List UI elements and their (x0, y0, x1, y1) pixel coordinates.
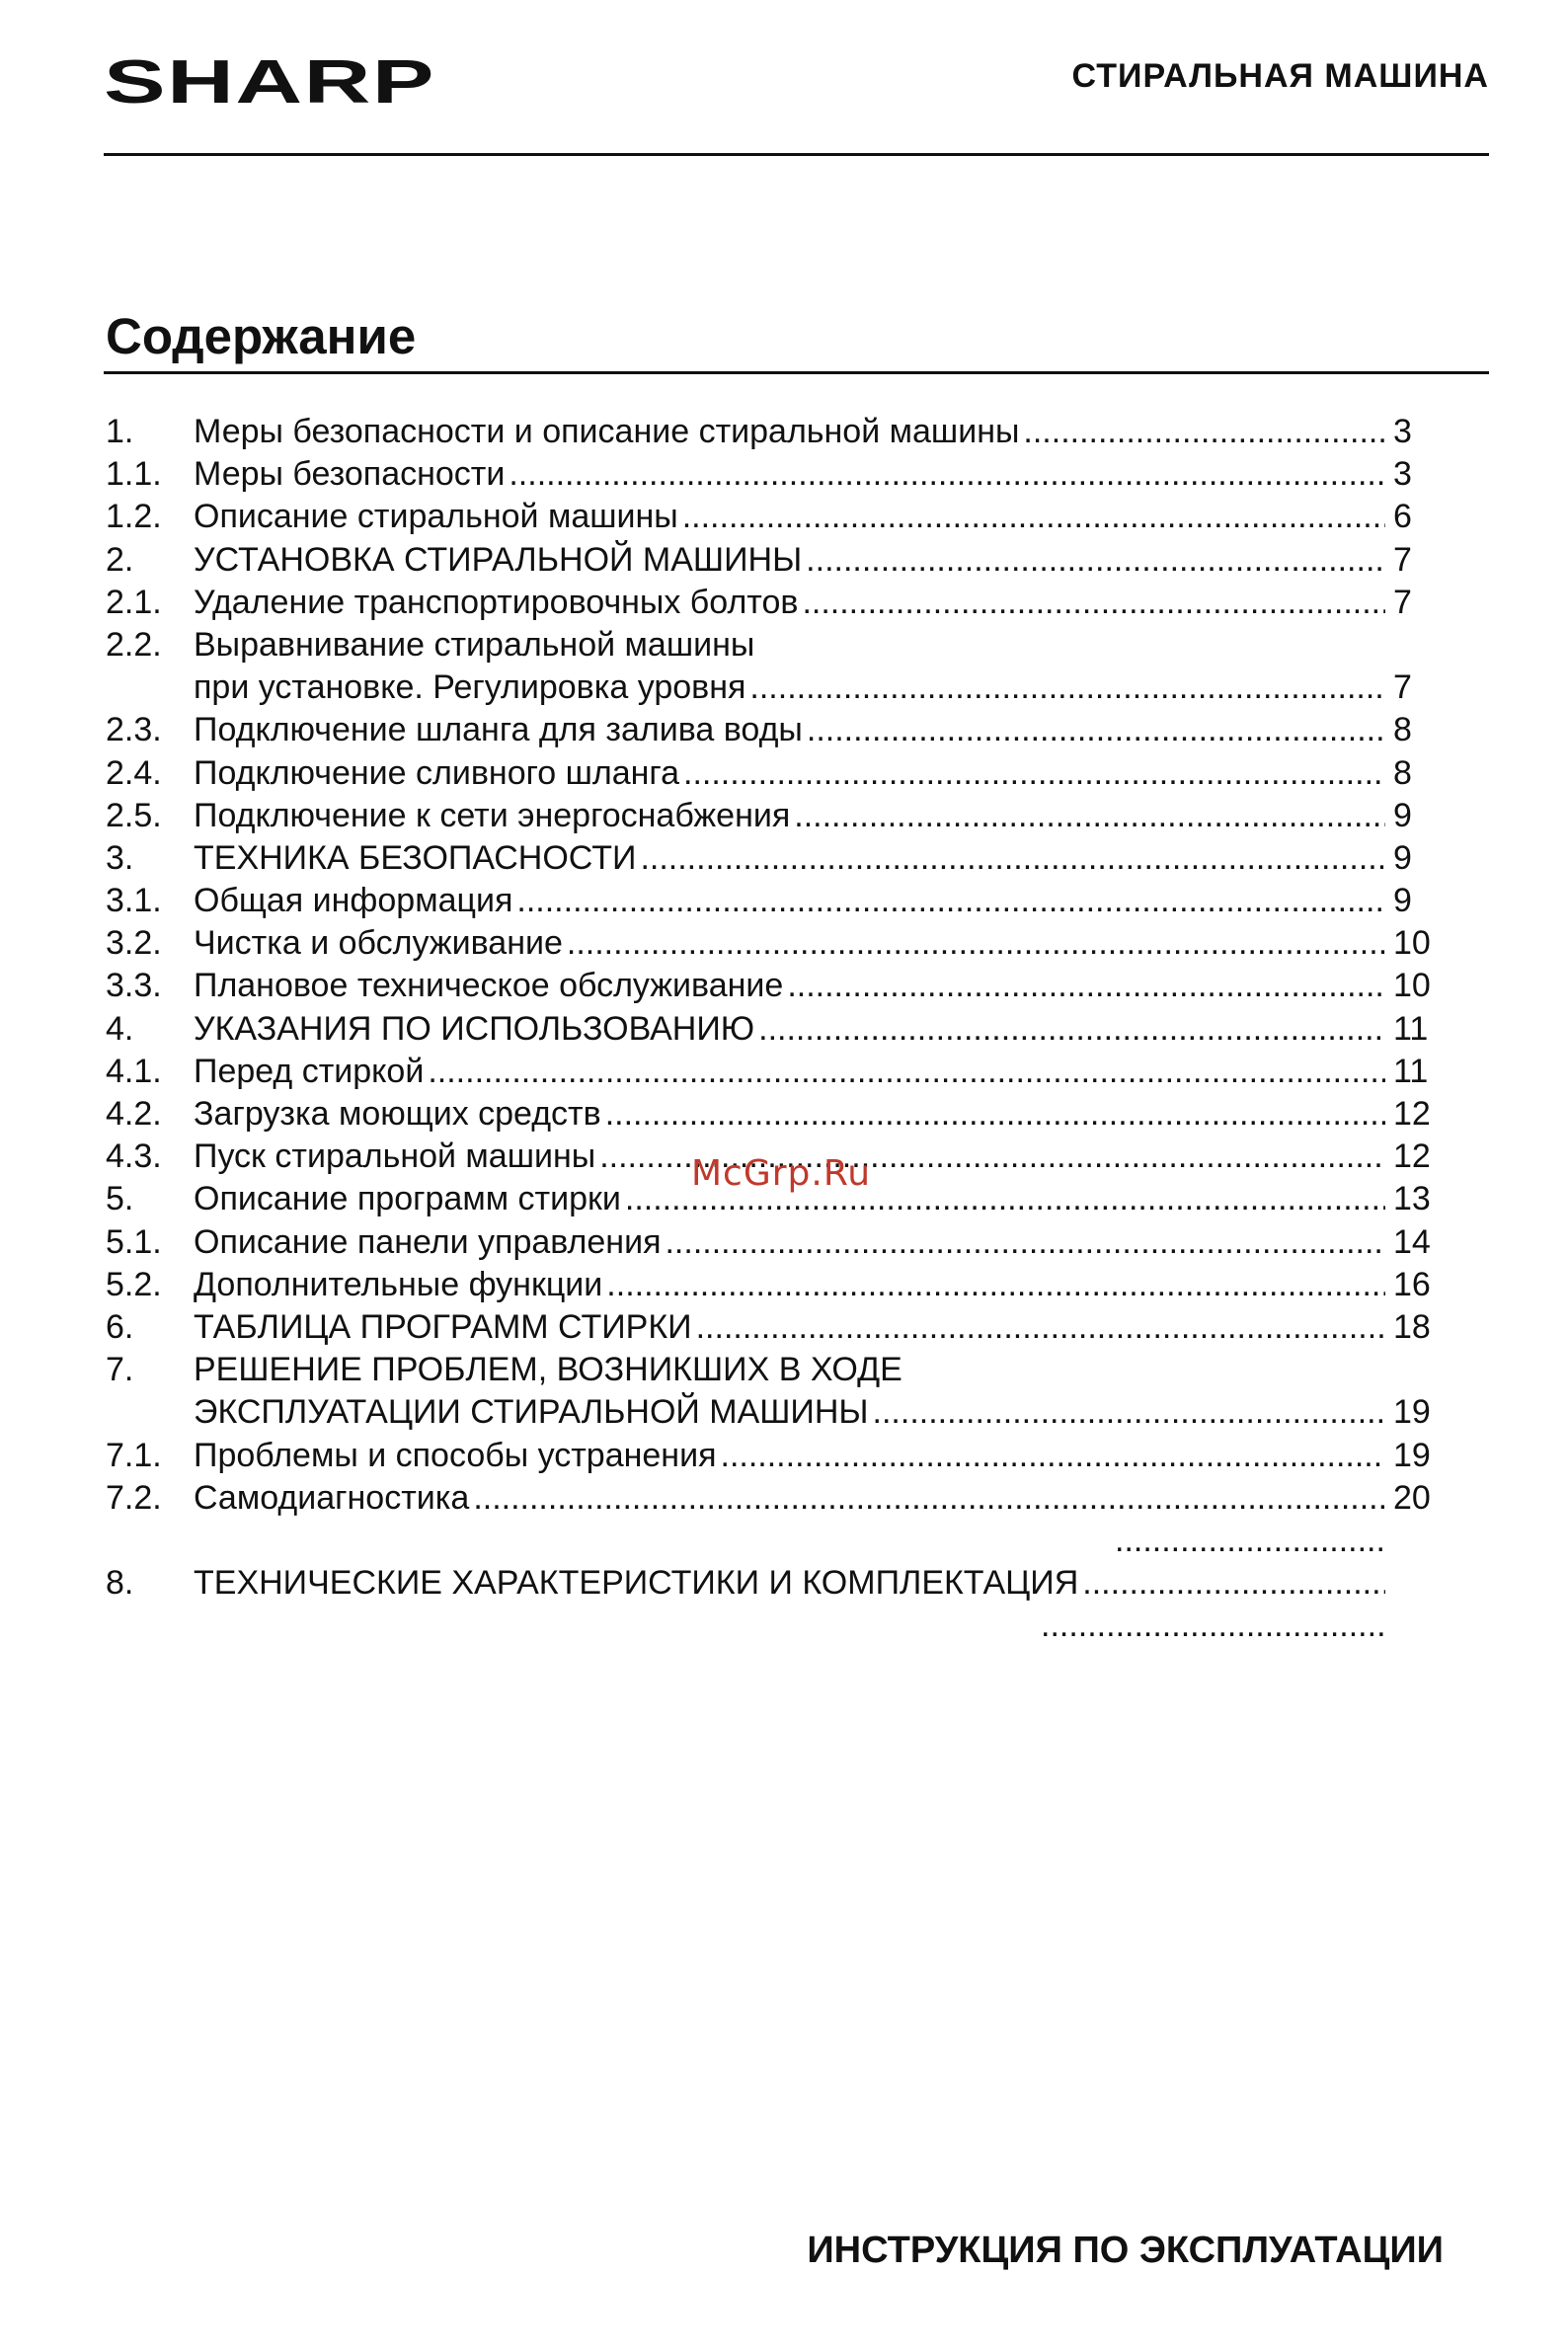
toc-number: 2.1. (106, 583, 162, 621)
toc-page-number: 18 (1393, 1307, 1431, 1346)
table-of-contents (106, 411, 1449, 1647)
toc-dot-leader (473, 1477, 1385, 1520)
toc-row (106, 1221, 1449, 1264)
toc-page-number: 7 (1393, 540, 1412, 579)
toc-dot-leader (1115, 1520, 1385, 1562)
product-name: СТИРАЛЬНАЯ МАШИНА (1071, 57, 1489, 95)
toc-entry-text: ТЕХНИКА БЕЗОПАСНОСТИ (194, 838, 637, 877)
toc-entry-text: Выравнивание стиральной машины (194, 625, 755, 664)
toc-dot-leader (749, 666, 1385, 709)
toc-page-number: 3 (1393, 455, 1412, 494)
toc-page-number: 19 (1393, 1393, 1431, 1432)
toc-row (106, 709, 1449, 751)
toc-entry-text: РЕШЕНИЕ ПРОБЛЕМ, ВОЗНИКШИХ В ХОДЕ (194, 1351, 902, 1389)
toc-entry-text: Описание программ стирки (194, 1180, 621, 1218)
toc-dot-leader (807, 709, 1385, 751)
toc-dot-leader (696, 1306, 1385, 1349)
toc-entry-text: Общая информация (194, 882, 513, 920)
toc-row (106, 496, 1449, 538)
toc-entry-text: Дополнительные функции (194, 1265, 603, 1303)
toc-number: 7.1. (106, 1436, 162, 1474)
toc-page-number: 9 (1393, 796, 1412, 834)
toc-page-number: 8 (1393, 711, 1412, 749)
toc-page-number: 11 (1393, 1009, 1429, 1048)
toc-entry-text: Пуск стиральной машины (194, 1137, 596, 1176)
toc-dot-leader (683, 752, 1385, 795)
toc-entry-text: УКАЗАНИЯ ПО ИСПОЛЬЗОВАНИЮ (194, 1009, 755, 1048)
toc-dot-leader (516, 880, 1385, 922)
toc-row (106, 752, 1449, 795)
toc-dot-leader (606, 1264, 1385, 1306)
toc-dot-leader (787, 965, 1385, 1007)
toc-number: 3. (106, 838, 134, 877)
toc-entry-text: ЭКСПЛУАТАЦИИ СТИРАЛЬНОЙ МАШИНЫ (194, 1393, 869, 1432)
toc-row (106, 666, 1449, 709)
toc-row (106, 582, 1449, 624)
toc-row (106, 1520, 1449, 1562)
toc-row (106, 1562, 1449, 1605)
title-divider (104, 371, 1489, 374)
toc-entry-text: Меры безопасности (194, 455, 506, 494)
toc-entry-text: Проблемы и способы устранения (194, 1436, 717, 1474)
toc-dot-leader (605, 1093, 1385, 1136)
toc-number: 4. (106, 1009, 134, 1048)
toc-page-number: 9 (1393, 882, 1412, 920)
toc-number: 4.3. (106, 1137, 162, 1176)
toc-number: 3.1. (106, 882, 162, 920)
toc-page-number: 20 (1393, 1478, 1431, 1517)
toc-page-number: 16 (1393, 1265, 1431, 1303)
toc-row (106, 965, 1449, 1007)
toc-page-number: 7 (1393, 583, 1412, 621)
toc-entry-text: Меры безопасности и описание стиральной машины (194, 413, 1020, 450)
toc-dot-leader (640, 837, 1385, 880)
toc-row (106, 539, 1449, 582)
svg-text:SHARP: SHARP (104, 53, 435, 111)
toc-dot-leader (1023, 411, 1385, 453)
toc-number: 8. (106, 1564, 134, 1603)
toc-entry-text: Плановое техническое обслуживание (194, 967, 784, 1005)
toc-dot-leader (509, 453, 1385, 496)
toc-entry-text: Подключение шланга для залива воды (194, 711, 803, 749)
toc-dot-leader (873, 1391, 1385, 1434)
toc-number: 5. (106, 1180, 134, 1218)
toc-dot-leader (1082, 1562, 1385, 1605)
toc-dot-leader (428, 1051, 1385, 1093)
toc-entry-text: ТЕХНИЧЕСКИЕ ХАРАКТЕРИСТИКИ И КОМПЛЕКТАЦИЯ (194, 1564, 1079, 1603)
toc-number: 2. (106, 540, 134, 579)
toc-number: 2.5. (106, 796, 162, 834)
toc-page-number: 19 (1393, 1436, 1431, 1474)
toc-row (106, 1264, 1449, 1306)
toc-row (106, 1051, 1449, 1093)
toc-entry-text: Подключение к сети энергоснабжения (194, 796, 791, 834)
toc-page-number: 9 (1393, 838, 1412, 877)
toc-entry-text: Загрузка моющих средств (194, 1095, 601, 1133)
toc-page-number: 12 (1393, 1095, 1431, 1133)
toc-dot-leader (758, 1008, 1385, 1051)
toc-row (106, 1349, 1449, 1391)
toc-dot-leader (802, 582, 1385, 624)
toc-entry-text: при установке. Регулировка уровня (194, 668, 746, 707)
sharp-logo (104, 53, 437, 111)
toc-dot-leader (794, 795, 1385, 837)
toc-number: 3.2. (106, 924, 162, 963)
toc-dot-leader (682, 496, 1385, 538)
toc-number: 5.1. (106, 1222, 162, 1261)
toc-page-number: 6 (1393, 498, 1412, 536)
toc-number: 7.2. (106, 1478, 162, 1517)
toc-page-number: 10 (1393, 967, 1431, 1005)
toc-number: 1.1. (106, 455, 162, 494)
toc-row (106, 837, 1449, 880)
toc-number: 2.2. (106, 625, 162, 664)
toc-entry-text: Подключение сливного шланга (194, 753, 679, 792)
toc-row (106, 411, 1449, 453)
toc-row (106, 1391, 1449, 1434)
toc-number: 4.2. (106, 1095, 162, 1133)
toc-row (106, 880, 1449, 922)
toc-entry-text: Удаление транспортировочных болтов (194, 583, 799, 621)
toc-number: 4.1. (106, 1052, 162, 1090)
footer-title: ИНСТРУКЦИЯ ПО ЭКСПЛУАТАЦИИ (807, 2230, 1444, 2271)
toc-dot-leader (806, 539, 1385, 582)
toc-page-number: 11 (1393, 1052, 1429, 1090)
toc-dot-leader (665, 1221, 1385, 1264)
toc-number: 5.2. (106, 1265, 162, 1303)
toc-row (106, 1008, 1449, 1051)
toc-dot-leader (721, 1435, 1386, 1477)
toc-row (106, 1435, 1449, 1477)
toc-page-number: 7 (1393, 668, 1412, 707)
toc-entry-text: Описание панели управления (194, 1222, 662, 1261)
toc-row (106, 1306, 1449, 1349)
toc-entry-text: УСТАНОВКА СТИРАЛЬНОЙ МАШИНЫ (194, 540, 803, 579)
toc-row (106, 624, 1449, 666)
toc-entry-text: Описание стиральной машины (194, 498, 678, 536)
toc-row (106, 1605, 1449, 1647)
toc-row (106, 795, 1449, 837)
toc-dot-leader (1041, 1605, 1385, 1647)
toc-number: 2.3. (106, 711, 162, 749)
toc-row (106, 922, 1449, 965)
toc-entry-text: Чистка и обслуживание (194, 924, 563, 963)
toc-page-number: 8 (1393, 753, 1412, 792)
toc-number: 3.3. (106, 967, 162, 1005)
watermark: McGrp.Ru (691, 1153, 872, 1194)
toc-number: 1. (106, 413, 134, 450)
toc-row (106, 1093, 1449, 1136)
toc-row (106, 1477, 1449, 1520)
toc-number: 1.2. (106, 498, 162, 536)
toc-row (106, 453, 1449, 496)
toc-page-number: 3 (1393, 413, 1412, 450)
toc-entry-text: Перед стиркой (194, 1052, 425, 1090)
toc-number: 7. (106, 1351, 134, 1389)
toc-dot-leader (567, 922, 1385, 965)
toc-page-number: 14 (1393, 1222, 1431, 1261)
toc-title: Содержание (106, 308, 417, 364)
toc-page-number: 13 (1393, 1180, 1431, 1218)
toc-number: 2.4. (106, 753, 162, 792)
toc-page-number: 12 (1393, 1137, 1431, 1176)
toc-entry-text: ТАБЛИЦА ПРОГРАММ СТИРКИ (194, 1307, 692, 1346)
toc-number: 6. (106, 1307, 134, 1346)
toc-entry-text: Самодиагностика (194, 1478, 470, 1517)
header-divider (104, 153, 1489, 156)
toc-page-number: 10 (1393, 924, 1431, 963)
